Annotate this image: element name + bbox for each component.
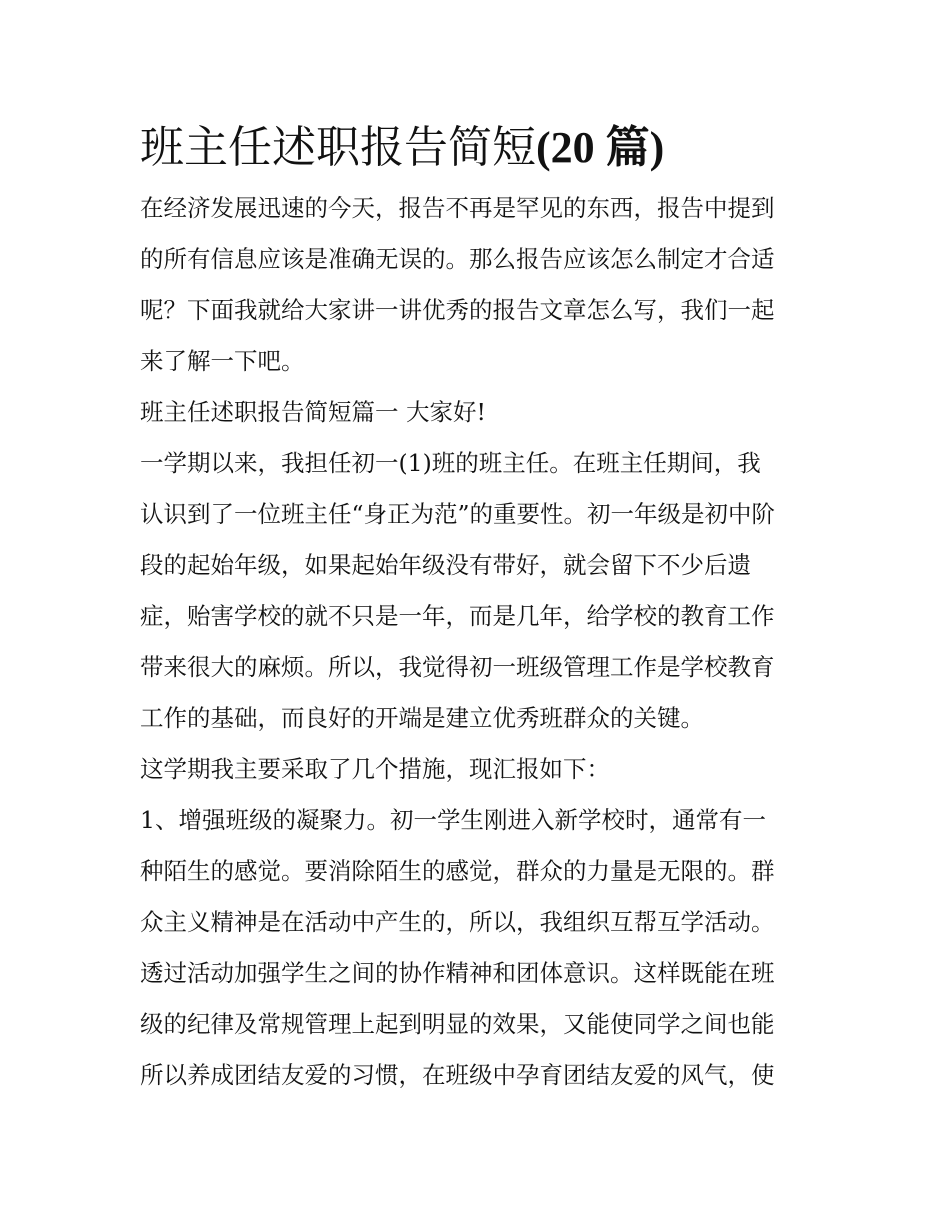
paragraph-line: 种陌生的感觉。要消除陌生的感觉，群众的力量是无限的。群 xyxy=(140,857,775,885)
paragraph-line: 症，贻害学校的就不只是一年，而是几年，给学校的教育工作 xyxy=(140,602,775,630)
paragraph-line: 众主义精神是在活动中产生的，所以，我组织互帮互学活动。 xyxy=(140,908,775,936)
page-title xyxy=(140,118,664,178)
paragraph-line: 这学期我主要采取了几个措施，现汇报如下： xyxy=(140,755,610,783)
paragraph-line: 呢？下面我就给大家讲一讲优秀的报告文章怎么写，我们一起 xyxy=(140,296,775,324)
paragraph-line: 认识到了一位班主任“身正为范”的重要性。初一年级是初中阶 xyxy=(140,500,776,528)
paragraph-line: 的所有信息应该是准确无误的。那么报告应该怎么制定才合适 xyxy=(140,245,775,273)
paragraph-line: 带来很大的麻烦。所以，我觉得初一班级管理工作是学校教育 xyxy=(140,653,775,681)
paragraph-line: 来了解一下吧。 xyxy=(140,347,305,375)
paragraph-line: 级的纪律及常规管理上起到明显的效果，又能使同学之间也能 xyxy=(140,1010,775,1038)
paragraph-line: 一学期以来，我担任初一(1)班的班主任。在班主任期间，我 xyxy=(140,449,761,477)
paragraph-line: 段的起始年级，如果起始年级没有带好，就会留下不少后遗 xyxy=(140,551,751,579)
paragraph-line: 工作的基础，而良好的开端是建立优秀班群众的关键。 xyxy=(140,704,704,732)
paragraph-line: 所以养成团结友爱的习惯，在班级中孕育团结友爱的风气，使 xyxy=(140,1061,775,1089)
paragraph-line: 透过活动加强学生之间的协作精神和团体意识。这样既能在班 xyxy=(140,959,775,987)
paragraph-line: 1、增强班级的凝聚力。初一学生刚进入新学校时，通常有一 xyxy=(140,806,766,834)
title-suffix: (20 篇) xyxy=(536,123,665,172)
title-main: 班主任述职报告简短 xyxy=(140,122,536,173)
paragraph-line: 在经济发展迅速的今天，报告不再是罕见的东西，报告中提到 xyxy=(140,194,775,222)
section-heading-line: 班主任述职报告简短篇一 大家好! xyxy=(140,398,486,426)
